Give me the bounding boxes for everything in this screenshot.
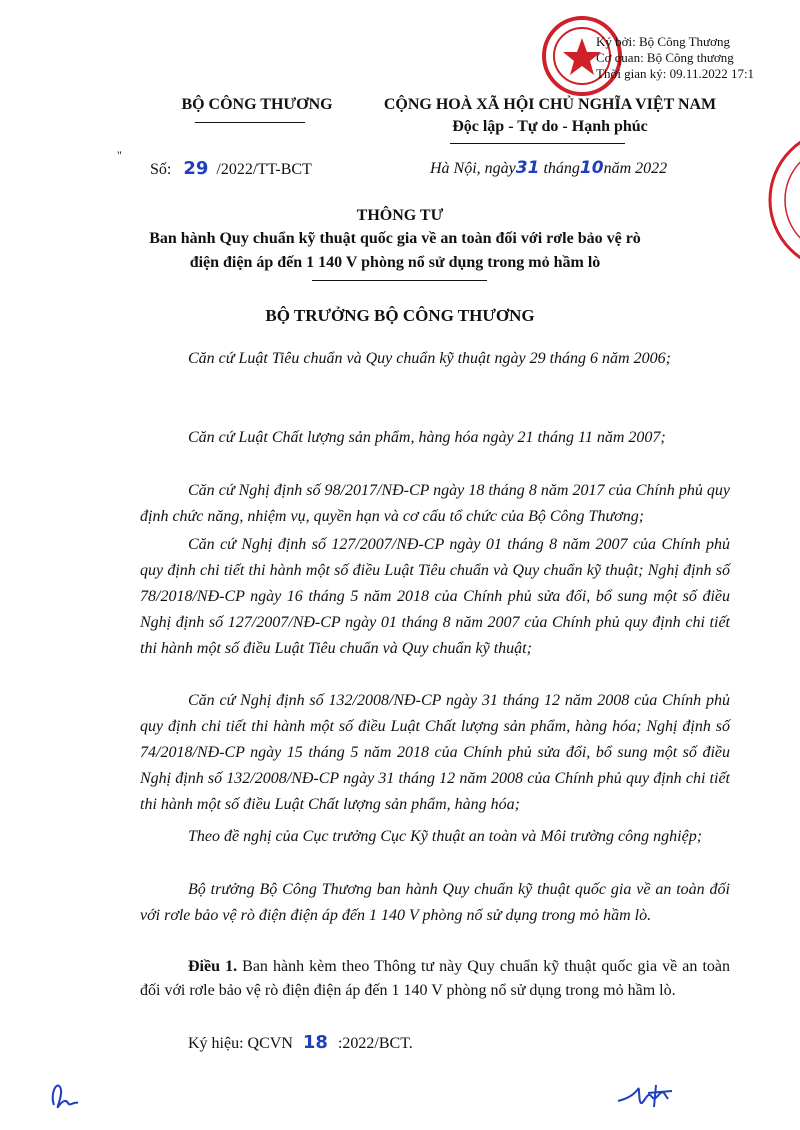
signed-time: Thời gian ký: 09.11.2022 17:1 [596,66,755,81]
date-month-label: tháng [543,160,580,177]
date-month: 10 [579,158,604,178]
basis-paragraph-3: Căn cứ Nghị định số 98/2017/NĐ-CP ngày 18 tháng 8 năm 2017 của Chính phủ quy định chức năng, nhiệm vụ, quyền hạn và cơ cấu tổ chức của Bộ Công Thương; [140,482,730,525]
national-motto: Độc lập - Tự do - Hạnh phúc [452,118,648,135]
handwritten-initial-left-icon [46,1075,86,1115]
date-day: 31 [515,158,540,178]
regulation-symbol [188,1032,413,1053]
number-prefix: Số: [150,161,172,178]
symbol-prefix: Ký hiệu: QCVN [188,1035,293,1052]
subject-line-2: điện điện áp đến 1 140 V phòng nổ sử dụng trong mỏ hầm lò [189,254,601,271]
document-number [150,158,312,179]
handwritten-initial-right-icon [612,1075,692,1115]
margin-mark: " [117,148,122,162]
document-type: THÔNG TƯ [356,207,444,224]
national-title: CỘNG HOÀ XÃ HỘI CHỦ NGHĨA VIỆT NAM [383,96,717,113]
proposal-paragraph: Theo đề nghị của Cục trưởng Cục Kỹ thuật an toàn và Môi trường công nghiệp; [188,828,703,845]
date-year: năm 2022 [603,160,668,177]
basis-paragraph-2: Căn cứ Luật Chất lượng sản phẩm, hàng hóa ngày 21 tháng 11 năm 2007; [188,429,666,446]
digital-signature-info [596,34,800,82]
signed-by: Ký bởi: Bộ Công Thương [596,34,730,49]
article-1-text: Ban hành kèm theo Thông tư này Quy chuẩn kỹ thuật quốc gia về an toàn đối với rơle bảo vệ rò điện điện áp đến 1 140 V phòng nổ sử dụng trong mỏ hầm lò. [140,958,731,999]
article-1-label: Điều 1. [188,958,238,975]
subject-line-1: Ban hành Quy chuẩn kỹ thuật quốc gia về an toàn đối với rơle bảo vệ rò [149,230,641,247]
issuing-agency: BỘ CÔNG THƯƠNG [181,96,333,113]
minister-heading: BỘ TRƯỞNG BỘ CÔNG THƯƠNG [265,306,535,325]
basis-paragraph-1: Căn cứ Luật Tiêu chuẩn và Quy chuẩn kỹ thuật ngày 29 tháng 6 năm 2006; [188,350,671,367]
date-prefix: Hà Nội, ngày [430,160,516,177]
signed-agency: Cơ quan: Bộ Công thương [596,50,734,65]
promulgation-paragraph: Bộ trưởng Bộ Công Thương ban hành Quy chuẩn kỹ thuật quốc gia về an toàn đối với rơle bảo vệ rò điện điện áp đến 1 140 V phòng nổ sử dụng trong mỏ hầm lò. [140,881,730,924]
agency-underline [195,122,305,123]
motto-underline [450,143,625,144]
symbol-handwritten: 18 [302,1032,328,1053]
symbol-suffix: :2022/BCT. [337,1035,413,1052]
subject-underline [312,280,487,281]
basis-paragraph-4: Căn cứ Nghị định số 127/2007/NĐ-CP ngày 01 tháng 8 năm 2007 của Chính phủ quy định chi tiết thi hành một số điều Luật Tiêu chuẩn và Quy chuẩn kỹ thuật; Nghị định số 78/2018/NĐ-CP ngày 16 tháng 5 năm 2018 của Chính phủ sửa đổi, bổ sung một số điều Nghị định số 127/2007/NĐ-CP ngày 01 tháng 8 năm 2007 của Chính phủ quy định chi tiết thi hành một số điều Luật Tiêu chuẩn và Quy chuẩn kỹ thuật; [140,536,730,657]
number-handwritten: 29 [183,158,209,179]
basis-paragraph-5: Căn cứ Nghị định số 132/2008/NĐ-CP ngày 31 tháng 12 năm 2008 của Chính phủ quy định chi tiết thi hành một số điều Luật Chất lượng sản phẩm, hàng hóa; Nghị định số 74/2018/NĐ-CP ngày 15 tháng 5 năm 2018 của Chính phủ sửa đổi, bổ sung một số điều Nghị định số 132/2008/NĐ-CP ngày 31 tháng 12 năm 2008 của Chính phủ quy định chi tiết thi hành một số điều Luật Chất lượng sản phẩm, hàng hóa; [140,692,730,813]
article-1 [140,955,730,1003]
issue-date [430,158,667,178]
number-suffix: /2022/TT-BCT [216,161,312,178]
